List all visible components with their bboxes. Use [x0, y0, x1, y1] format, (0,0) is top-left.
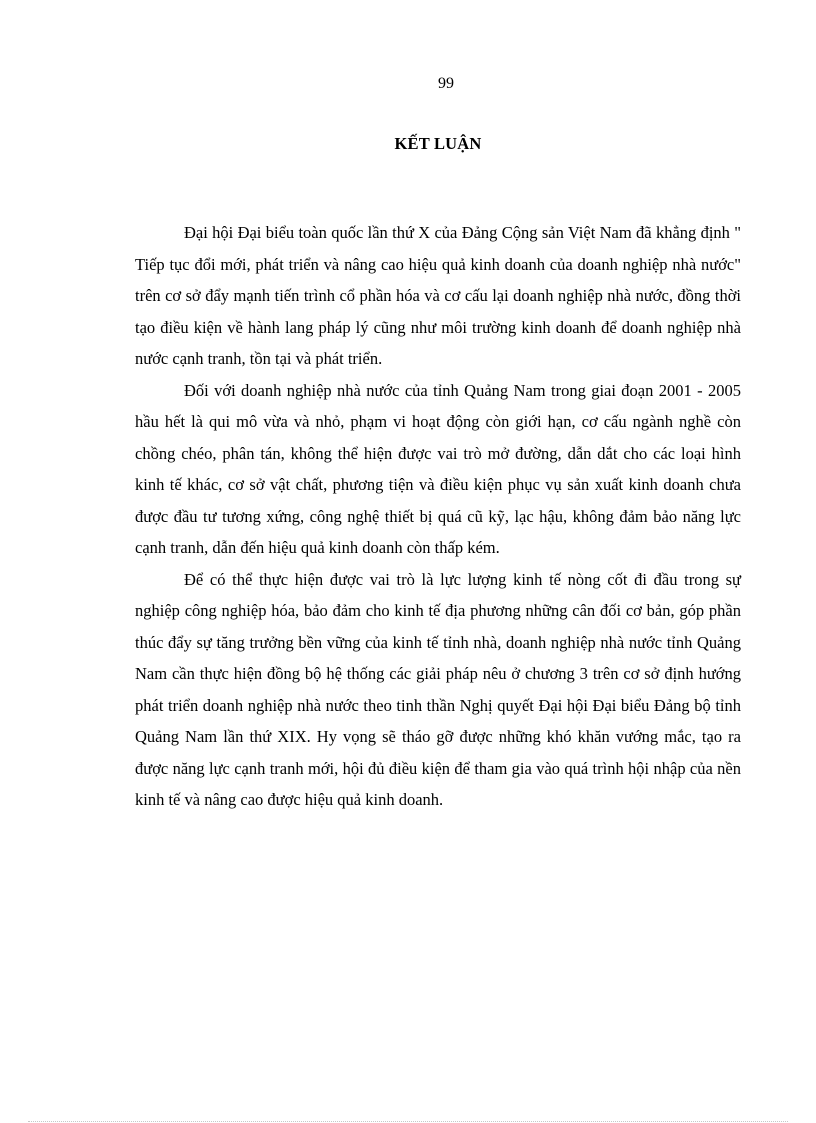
paragraph-1: Đại hội Đại biểu toàn quốc lần thứ X của Đảng Cộng sản Việt Nam đã khẳng định " Tiếp tục đổi mới, phát triển và nâng cao hiệu quả kinh doanh của doanh nghiệp nhà nước" trên cơ sở đẩy mạnh tiến trình cổ phần hóa và cơ cấu lại doanh nghiệp nhà nước, đồng thời tạo điều kiện về hành lang pháp lý cũng như môi trường kinh doanh để doanh nghiệp nhà nước cạnh tranh, tồn tại và phát triển.	[135, 223, 741, 368]
page-title: KẾT LUẬN	[394, 134, 482, 153]
paragraph-2: Đối với doanh nghiệp nhà nước của tỉnh Quảng Nam trong giai đoạn 2001 - 2005 hầu hết là qui mô vừa và nhỏ, phạm vi hoạt động còn giới hạn, cơ cấu ngành nghề còn chồng chéo, phân tán, không thể hiện được vai trò mở đường, dẫn dắt cho các loại hình kinh tế khác, cơ sở vật chất, phương tiện và điều kiện phục vụ sản xuất kinh doanh chưa được đầu tư tương xứng, công nghệ thiết bị quá cũ kỹ, lạc hậu, không đảm bảo năng lực cạnh tranh, dẫn đến hiệu quả kinh doanh còn thấp kém.	[135, 380, 741, 557]
page-bottom-divider	[28, 1121, 788, 1122]
paragraph-3: Để có thể thực hiện được vai trò là lực lượng kinh tế nòng cốt đi đầu trong sự nghiệp công nghiệp hóa, bảo đảm cho kinh tế địa phương những cân đối cơ bản, góp phần thúc đẩy sự tăng trưởng bền vững của kinh tế tỉnh nhà, doanh nghiệp nhà nước tỉnh Quảng Nam cần thực hiện đồng bộ hệ thống các giải pháp nêu ở chương 3 trên cơ sở định hướng phát triển doanh nghiệp nhà nước theo tinh thần Nghị quyết Đại hội Đại biểu Đảng bộ tỉnh Quảng Nam lần thứ XIX. Hy vọng sẽ tháo gỡ được những khó khăn vướng mắc, tạo ra được năng lực cạnh tranh mới, hội đủ điều kiện để tham gia vào quá trình hội nhập của nền kinh tế và nâng cao được hiệu quả kinh doanh.	[135, 569, 741, 809]
conclusion-body	[135, 217, 741, 816]
page-number: 99	[438, 75, 454, 92]
